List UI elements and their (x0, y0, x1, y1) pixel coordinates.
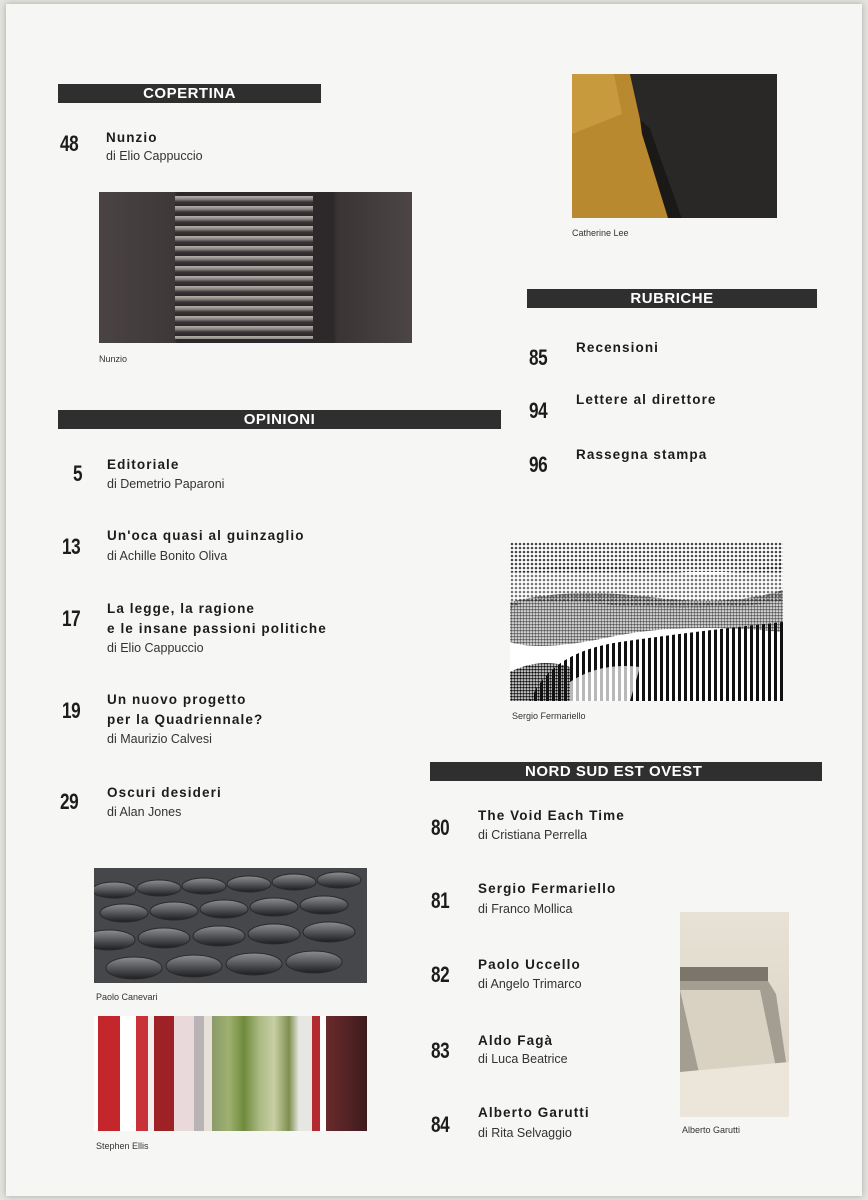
article-author: di Elio Cappuccio (106, 149, 203, 163)
section-bar-opinioni: OPINIONI (58, 410, 501, 429)
section-bar-rubriche: RUBRICHE (527, 289, 817, 308)
sergio-fermariello-image (510, 542, 783, 701)
article-title: Alberto Garutti (478, 1105, 590, 1120)
page-number: 94 (529, 398, 548, 423)
article-title: Un nuovo progetto (107, 692, 247, 707)
page-number: 29 (60, 789, 79, 814)
paolo-canevari-texture (94, 868, 367, 983)
article-author: di Alan Jones (107, 805, 182, 819)
page-number: 19 (62, 698, 81, 723)
catherine-lee-painting (572, 74, 777, 218)
article-author: di Rita Selvaggio (478, 1126, 572, 1140)
page-number: 13 (62, 534, 81, 559)
article-author: di Angelo Trimarco (478, 977, 582, 991)
article-author: di Achille Bonito Oliva (107, 549, 228, 563)
article-title: The Void Each Time (478, 808, 625, 823)
article-title: Editoriale (107, 457, 180, 472)
caption-nunzio: Nunzio (99, 354, 128, 364)
caption-sergio-fermariello: Sergio Fermariello (512, 711, 586, 721)
article-title: Nunzio (106, 130, 158, 145)
article-title: Un'oca quasi al guinzaglio (107, 528, 305, 543)
caption-catherine-lee: Catherine Lee (572, 228, 629, 238)
section-bar-nord-sud-est-ovest: NORD SUD EST OVEST (430, 762, 822, 781)
caption-paolo-canevari: Paolo Canevari (96, 992, 158, 1002)
section-bar-copertina: COPERTINA (58, 84, 321, 103)
article-author: di Luca Beatrice (478, 1052, 568, 1066)
article-title-line-2: per la Quadriennale? (107, 712, 264, 727)
paolo-canevari-image (94, 868, 367, 983)
article-author: di Cristiana Perrella (478, 828, 588, 842)
magazine-page (6, 4, 862, 1196)
article-title: La legge, la ragione (107, 601, 256, 616)
sergio-fermariello-halftone (510, 542, 783, 701)
alberto-garutti-panels (680, 912, 789, 1117)
page-number: 84 (431, 1112, 450, 1137)
page-number: 85 (529, 345, 548, 370)
article-title: Lettere al direttore (576, 392, 717, 407)
nunzio-image (99, 192, 412, 343)
article-title: Oscuri desideri (107, 785, 222, 800)
article-author: di Demetrio Paparoni (107, 477, 225, 491)
catherine-lee-image (572, 74, 777, 218)
article-author: di Elio Cappuccio (107, 641, 204, 655)
article-title-line-2: e le insane passioni politiche (107, 621, 327, 636)
alberto-garutti-image (680, 912, 789, 1117)
article-title: Sergio Fermariello (478, 881, 617, 896)
article-title: Recensioni (576, 340, 660, 355)
caption-stephen-ellis: Stephen Ellis (96, 1141, 149, 1151)
caption-alberto-garutti: Alberto Garutti (682, 1125, 741, 1135)
page-number: 48 (60, 131, 79, 156)
article-author: di Maurizio Calvesi (107, 732, 212, 746)
page-number: 80 (431, 815, 450, 840)
article-title: Paolo Uccello (478, 957, 581, 972)
article-title: Aldo Fagà (478, 1033, 554, 1048)
page-number: 96 (529, 452, 548, 477)
page-number: 83 (431, 1038, 450, 1063)
nunzio-stripes (175, 196, 313, 339)
article-title: Rassegna stampa (576, 447, 708, 462)
article-author: di Franco Mollica (478, 902, 573, 916)
page-number: 82 (431, 962, 450, 987)
stephen-ellis-image (94, 1016, 367, 1131)
page-number: 5 (73, 461, 83, 486)
page-number: 81 (431, 888, 450, 913)
page-number: 17 (62, 606, 81, 631)
